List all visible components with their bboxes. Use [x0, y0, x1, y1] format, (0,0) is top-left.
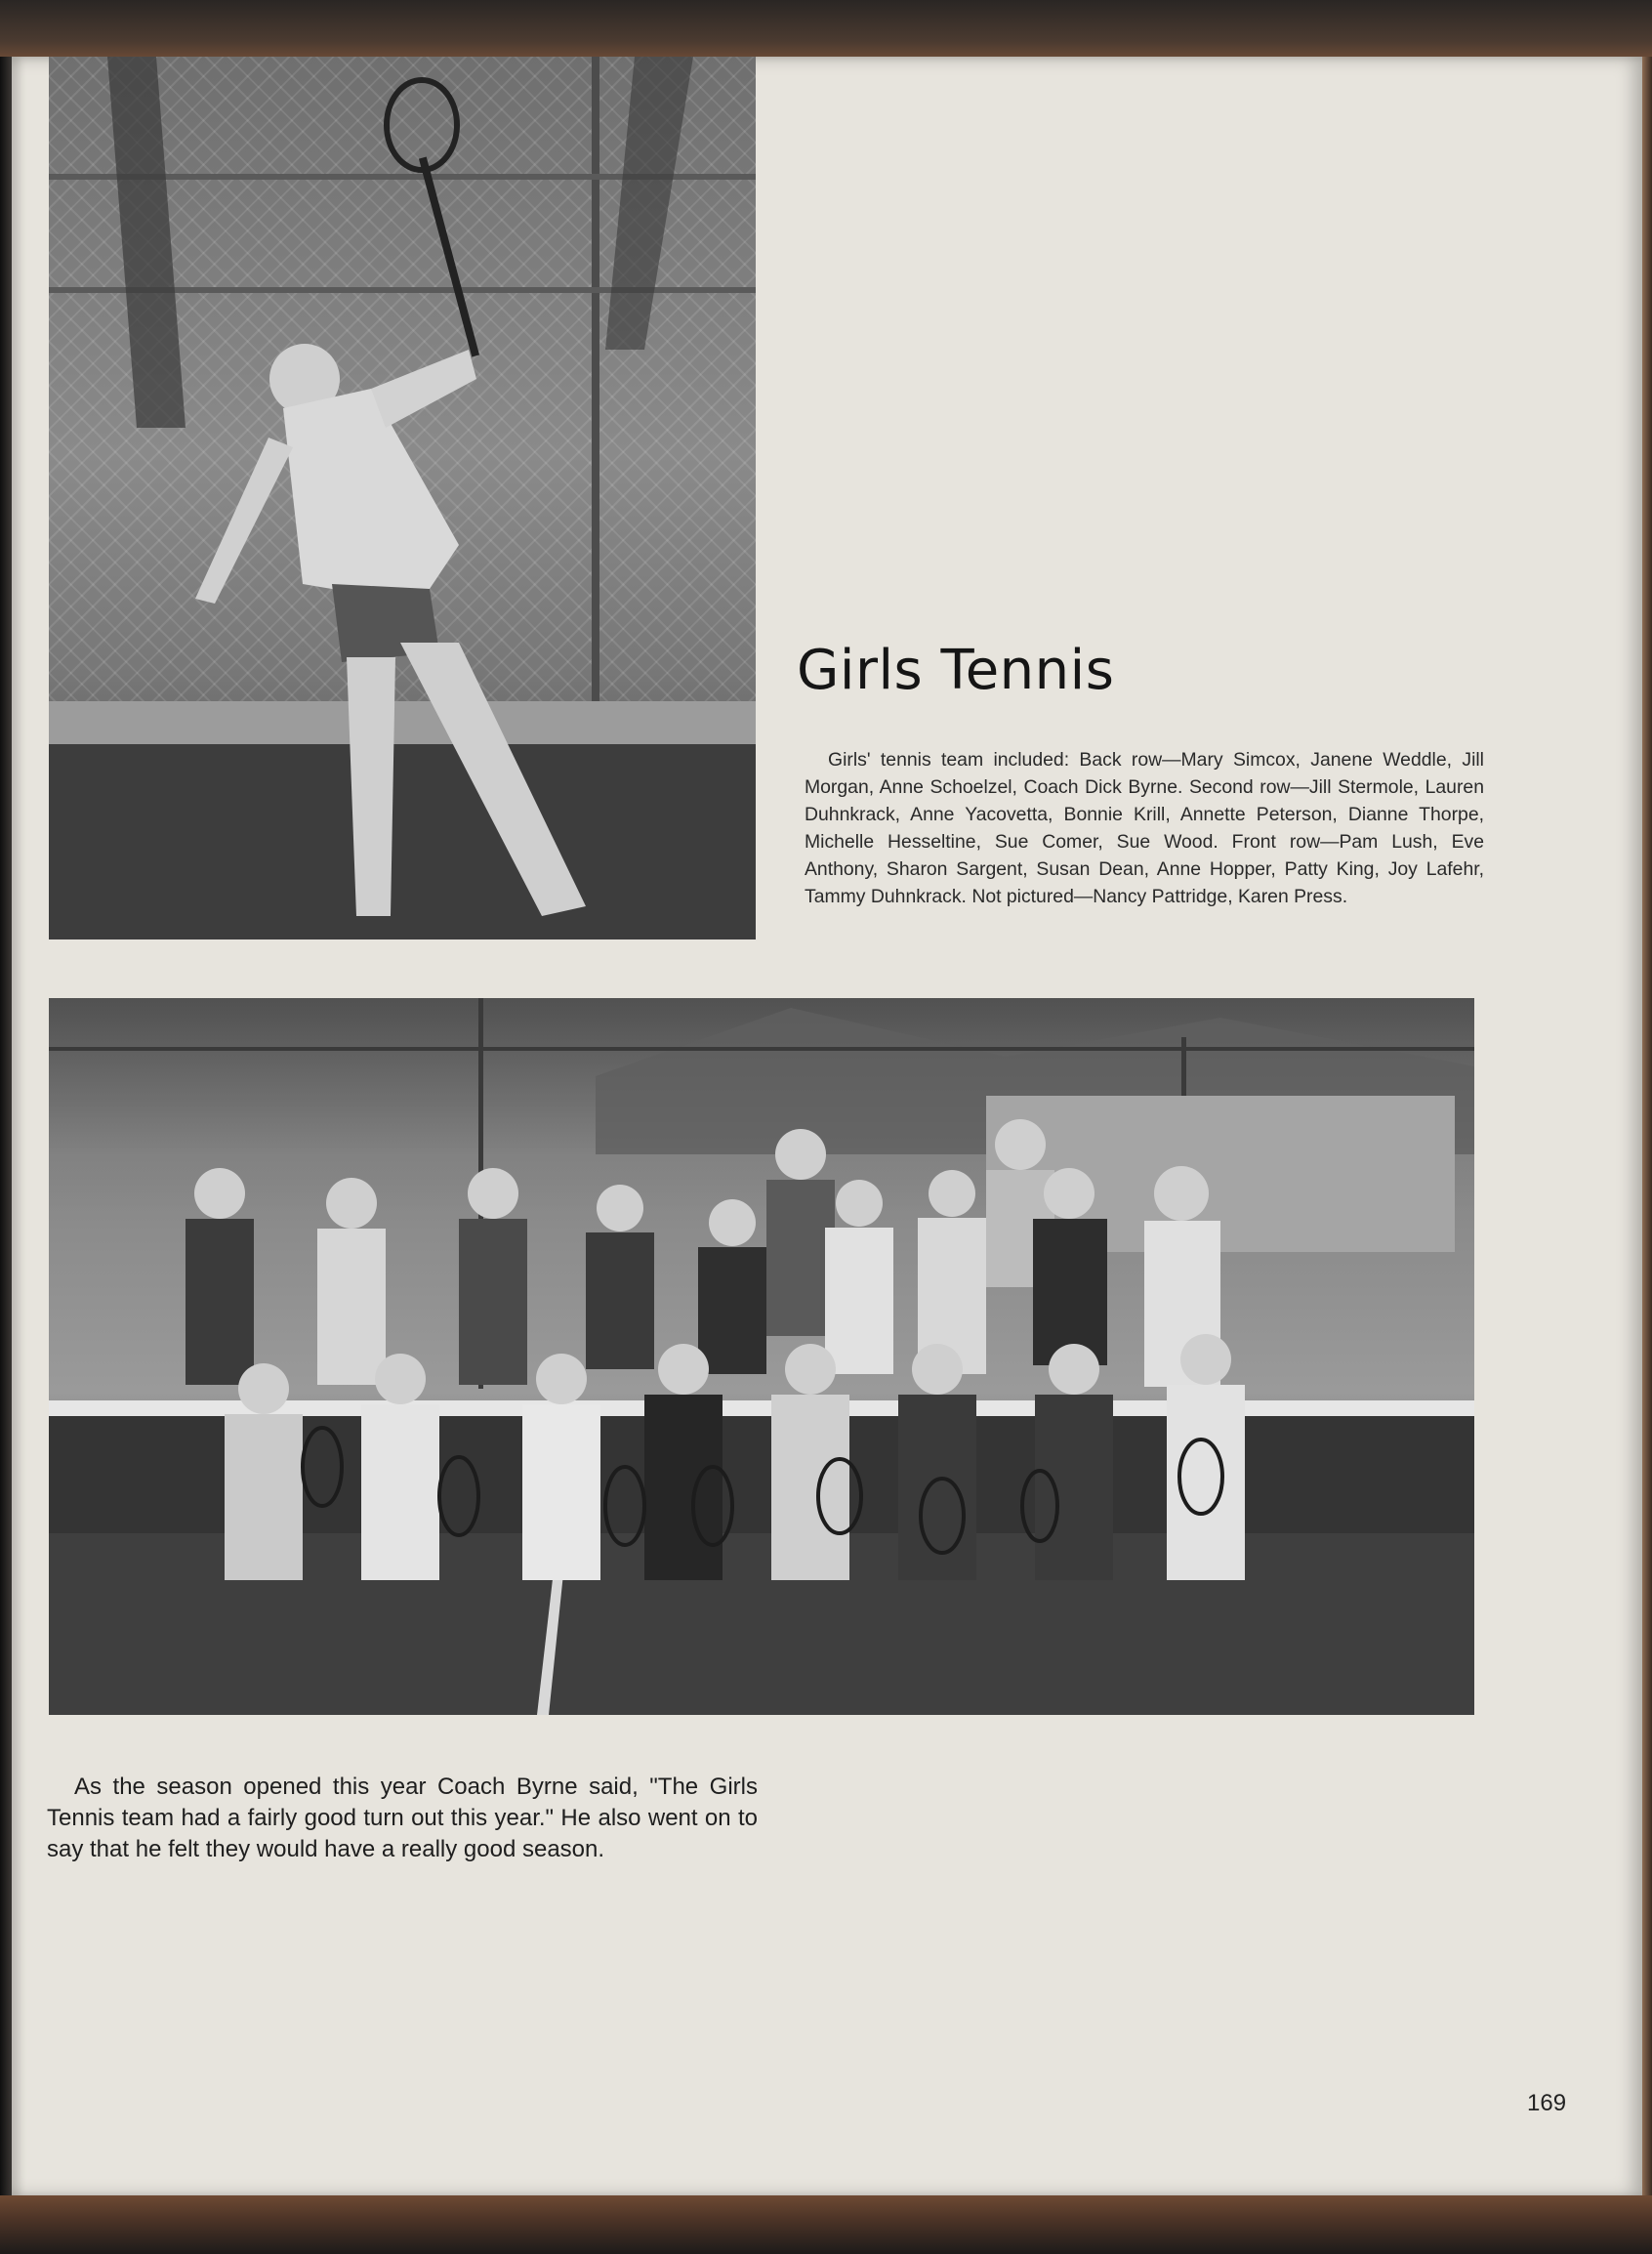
tennis-team-illustration	[49, 998, 1474, 1715]
page-edge-left	[0, 57, 12, 2197]
page-title: Girls Tennis	[797, 639, 1115, 702]
team-caption: Girls' tennis team included: Back row—Mary Simcox, Janene Weddle, Jill Morgan, Anne Schoelzel, Coach Dick Byrne. Second row—Jill Stermole, Lauren Duhnkrack, Anne Yacovetta, Bonnie Krill, Annette Peterson, Dianne Thorpe, Michelle Hesseltine, Sue Comer, Sue Wood. Front row—Pam Lush, Eve Anthony, Sharon Sargent, Susan Dean, Anne Hopper, Patty King, Joy Lafehr, Tammy Duhnkrack. Not pictured—Nancy Pattridge, Karen Press.	[805, 749, 1484, 907]
tennis-team-group-photo	[49, 998, 1474, 1715]
tennis-player-serving-photo	[49, 57, 756, 939]
page-number: 169	[1527, 2090, 1567, 2116]
season-story-text: As the season opened this year Coach Byrne said, "The Girls Tennis team had a fairly good turn out this year." He also went on to say that he felt they would have a really good season.	[47, 1774, 758, 1862]
yearbook-page	[12, 57, 1644, 2197]
page-edge-right	[1642, 57, 1652, 2197]
tennis-player-illustration	[49, 57, 756, 939]
book-binding-bottom	[0, 2195, 1652, 2254]
book-binding-top	[0, 0, 1652, 59]
